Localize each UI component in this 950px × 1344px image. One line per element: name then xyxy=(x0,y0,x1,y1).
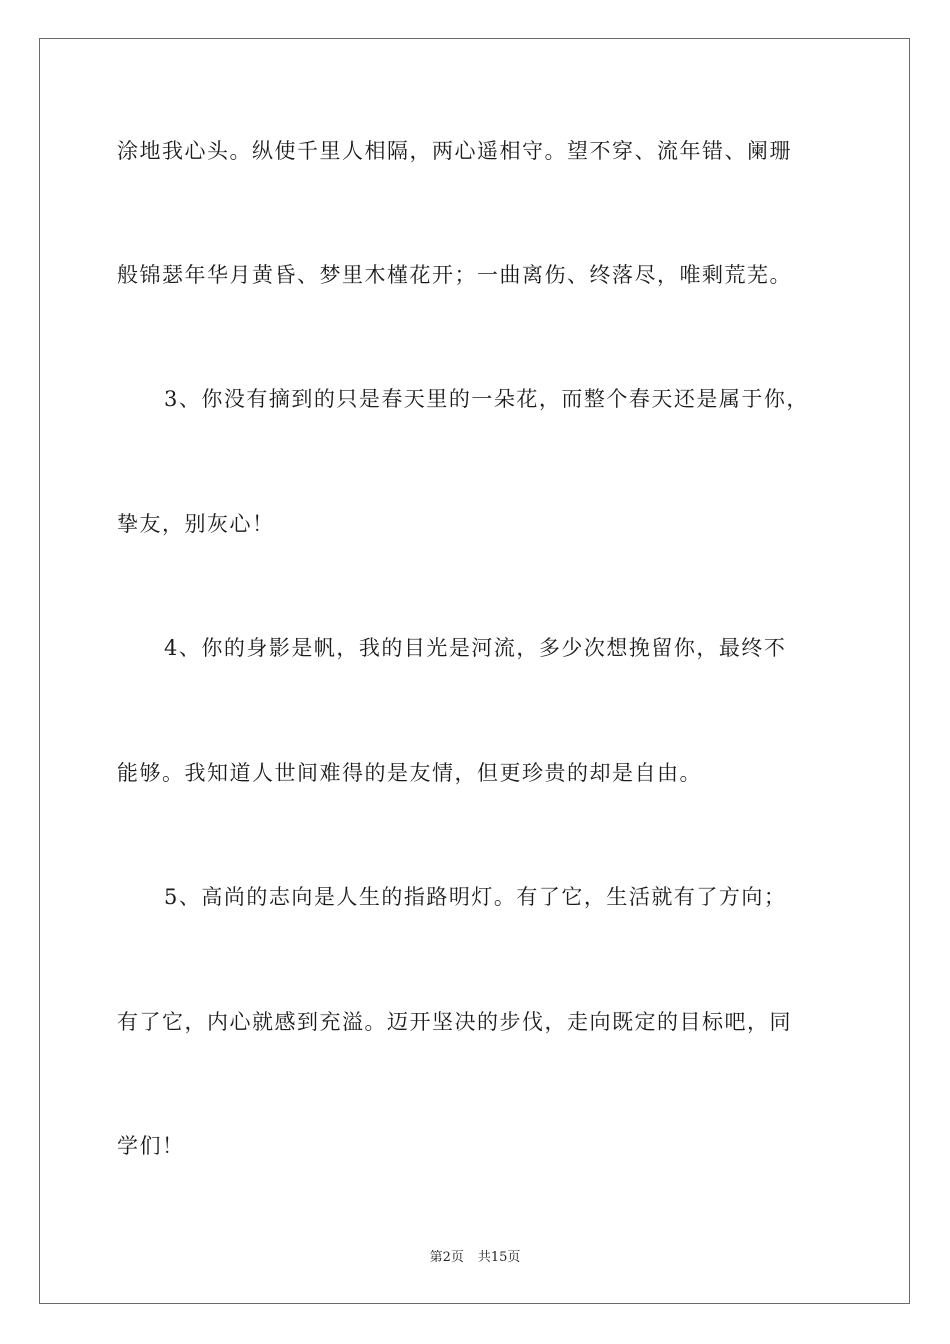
text-line: 能够。我知道人世间难得的是友情，但更珍贵的却是自由。 xyxy=(117,761,702,785)
page-border xyxy=(39,38,910,1304)
text-line: 涂地我心头。纵使千里人相隔，两心遥相守。望不穿、流年错、阑珊 xyxy=(117,139,792,163)
page-footer xyxy=(0,1246,950,1265)
text-line: 有了它，内心就感到充溢。迈开坚决的步伐，走向既定的目标吧，同 xyxy=(117,1010,792,1034)
text-line-item-3: 3、你没有摘到的只是春天里的一朵花，而整个春天还是属于你， xyxy=(164,387,809,411)
text-line: 学们！ xyxy=(117,1134,185,1158)
page-number: 第2页 xyxy=(429,1250,464,1265)
text-line: 挚友，别灰心！ xyxy=(117,512,275,536)
text-line-item-5: 5、高尚的志向是人生的指路明灯。有了它，生活就有了方向； xyxy=(164,885,787,909)
text-line: 般锦瑟年华月黄昏、梦里木槿花开；一曲离伤、终落尽，唯剩荒芜。 xyxy=(117,263,792,287)
text-line-item-4: 4、你的身影是帆，我的目光是河流，多少次想挽留你，最终不 xyxy=(164,636,787,660)
page-total: 共15页 xyxy=(477,1250,521,1265)
